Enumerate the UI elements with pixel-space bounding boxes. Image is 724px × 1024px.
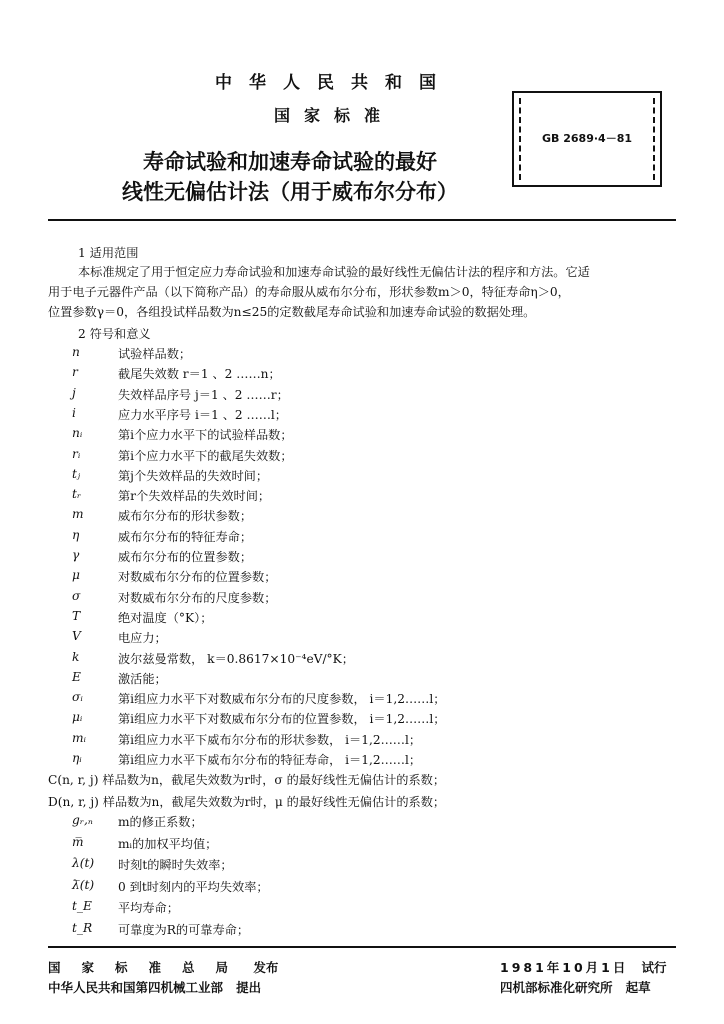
symbol: σᵢ (72, 690, 83, 705)
document-title-line-1: 寿命试验和加速寿命试验的最好 (143, 150, 437, 174)
symbol-row (0, 856, 724, 876)
symbol-row (0, 609, 724, 629)
symbol-row (0, 345, 724, 365)
symbol-definition: 对数威布尔分布的位置参数； (118, 570, 277, 585)
section-2-heading: 2 符号和意义 (78, 327, 151, 341)
section-1-line-1: 本标准规定了用于恒定应力寿命试验和加速寿命试验的最好线性无偏估计法的程序和方法。它适 (78, 265, 590, 279)
symbol-definition: m的修正系数； (118, 815, 203, 829)
symbol: λ̅(t) (72, 877, 95, 892)
issuer-action: 发布 (253, 960, 279, 975)
symbol-definition: 截尾失效数 r＝1 、2 ……n； (118, 367, 281, 382)
proposer-action: 提出 (236, 980, 262, 995)
symbol-definition: 第j个失效样品的失效时间； (118, 468, 269, 483)
symbol-row (0, 878, 724, 898)
symbol: μᵢ (72, 710, 83, 725)
symbol-row (0, 899, 724, 919)
symbol: γ (72, 548, 80, 562)
symbol: m (72, 507, 84, 522)
symbol-definition: 0 到t时刻内的平均失效率； (118, 879, 269, 894)
symbol-definition: 应力水平序号 i＝1 、2 ……l； (118, 407, 287, 422)
symbol-definition: 失效样品序号 j＝1 、2 ……r； (118, 387, 289, 402)
symbol-row (0, 690, 724, 710)
symbol: rᵢ (72, 446, 81, 461)
symbol: i (72, 405, 76, 420)
symbol-definition: 第i组应力水平下威布尔分布的特征寿命， i＝1,2……l； (118, 753, 422, 767)
symbol: T (72, 608, 81, 623)
symbol-definition: 绝对温度（°K）； (118, 610, 213, 625)
section-1-line-3: 位置参数γ＝0，各组投试样品数为n≤25的定数截尾寿命试验和加速寿命试验的数据处理。 (48, 305, 536, 319)
drafter-name: 四机部标准化研究所 (500, 980, 613, 995)
symbol-row (0, 507, 724, 527)
section-1-heading: 1 适用范围 (78, 246, 139, 260)
symbol: r (72, 365, 78, 380)
symbol: η (72, 527, 80, 542)
symbol: nᵢ (72, 426, 83, 441)
symbol-row (0, 487, 724, 507)
symbol-definition: 试验样品数； (118, 347, 192, 361)
symbol-row (0, 406, 724, 426)
header-divider (48, 219, 676, 221)
symbol-definition: 第i组应力水平下对数威布尔分布的尺度参数， i＝1,2……l； (118, 692, 446, 707)
symbol: tⱼ (72, 466, 81, 481)
symbol-definition: 激活能； (118, 671, 167, 686)
symbol-row-D: D(n, r, j) 样品数为n，截尾失效数为r时，μ 的最好线性无偏估计的系数； (48, 795, 446, 809)
symbol-definition: 威布尔分布的位置参数； (118, 550, 253, 564)
symbol-row (0, 365, 724, 385)
symbol-row (0, 589, 724, 609)
proposer-name: 中华人民共和国第四机械工业部 (48, 980, 224, 995)
symbol-row (0, 813, 724, 833)
symbol-row (0, 670, 724, 690)
symbol-row-C: C(n, r, j) 样品数为n，截尾失效数为r时，σ 的最好线性无偏估计的系数； (48, 773, 446, 787)
symbol-definition: mᵢ的加权平均值； (118, 836, 218, 851)
symbol: j (72, 385, 76, 400)
symbol-definition: 电应力； (118, 631, 167, 646)
symbol-definition: 第i个应力水平下的截尾失效数； (118, 448, 293, 463)
document-title-line-2: 线性无偏估计法（用于威布尔分布） (122, 180, 458, 204)
footer-divider (48, 946, 676, 948)
symbol-row (0, 710, 724, 730)
symbol-definition: 平均寿命； (118, 901, 179, 915)
footer-proposer (48, 978, 261, 996)
symbol: λ(t) (72, 856, 95, 870)
symbol: mᵢ (72, 730, 87, 745)
symbol-row (0, 467, 724, 487)
standard-type: 国家标准 (273, 106, 394, 125)
symbol: σ (72, 588, 81, 603)
symbol: k (72, 649, 80, 664)
symbol-definition: 第i组应力水平下对数威布尔分布的位置参数， i＝1,2……l； (118, 712, 446, 727)
symbol: t_R (72, 920, 93, 935)
symbol-definition: 波尔兹曼常数， k＝0.8617×10⁻⁴eV/°K； (118, 651, 354, 666)
symbol-row (0, 528, 724, 548)
symbol: t_E (72, 899, 92, 913)
standard-code: GB 2689·4－81 (542, 132, 632, 145)
section-1-line-2: 用于电子元器件产品（以下简称产品）的寿命服从威布尔分布，形状参数m＞0，特征寿命η＞0， (48, 285, 570, 299)
symbol-row (0, 447, 724, 467)
footer-date (500, 958, 666, 976)
section-1-body (48, 262, 676, 322)
country-name: 中华人民共和国 (215, 73, 453, 93)
symbol-definition: 可靠度为R的可靠寿命； (118, 922, 250, 937)
symbol-definition: 时刻t的瞬时失效率； (118, 858, 233, 872)
symbol: gᵣ,ₙ (72, 813, 93, 827)
symbol-row (0, 548, 724, 568)
symbol-row (0, 426, 724, 446)
date-text: 1981年10月1日 (500, 960, 629, 975)
issuer-name: 国家标准总局 (48, 960, 250, 975)
symbol-definition: 第r个失效样品的失效时间； (118, 489, 271, 504)
footer-issuer (48, 958, 278, 976)
symbol-definition: 威布尔分布的特征寿命； (118, 529, 253, 544)
drafter-action: 起草 (625, 980, 651, 995)
date-action: 试行 (641, 960, 667, 975)
symbol: n (72, 345, 80, 359)
symbol-definition: 威布尔分布的形状参数； (118, 509, 253, 524)
symbol: μ (72, 568, 80, 583)
symbol-row (0, 835, 724, 855)
symbol: ηᵢ (72, 751, 82, 765)
symbol-definition: 对数威布尔分布的尺度参数； (118, 590, 277, 605)
footer-drafter (500, 978, 651, 996)
symbol-row (0, 568, 724, 588)
symbol: E (72, 669, 81, 684)
symbol: tᵣ (72, 487, 82, 502)
symbol-row (0, 650, 724, 670)
symbol: m̅ (72, 834, 84, 849)
standard-code-box (512, 91, 662, 187)
symbol-row (0, 921, 724, 941)
symbol-row (0, 731, 724, 751)
symbol: V (72, 629, 81, 644)
symbol-definition: 第i个应力水平下的试验样品数； (118, 428, 293, 443)
symbol-row (0, 386, 724, 406)
symbol-definition: 第i组应力水平下威布尔分布的形状参数， i＝1,2……l； (118, 732, 422, 747)
symbol-row (0, 751, 724, 771)
symbol-row (0, 629, 724, 649)
